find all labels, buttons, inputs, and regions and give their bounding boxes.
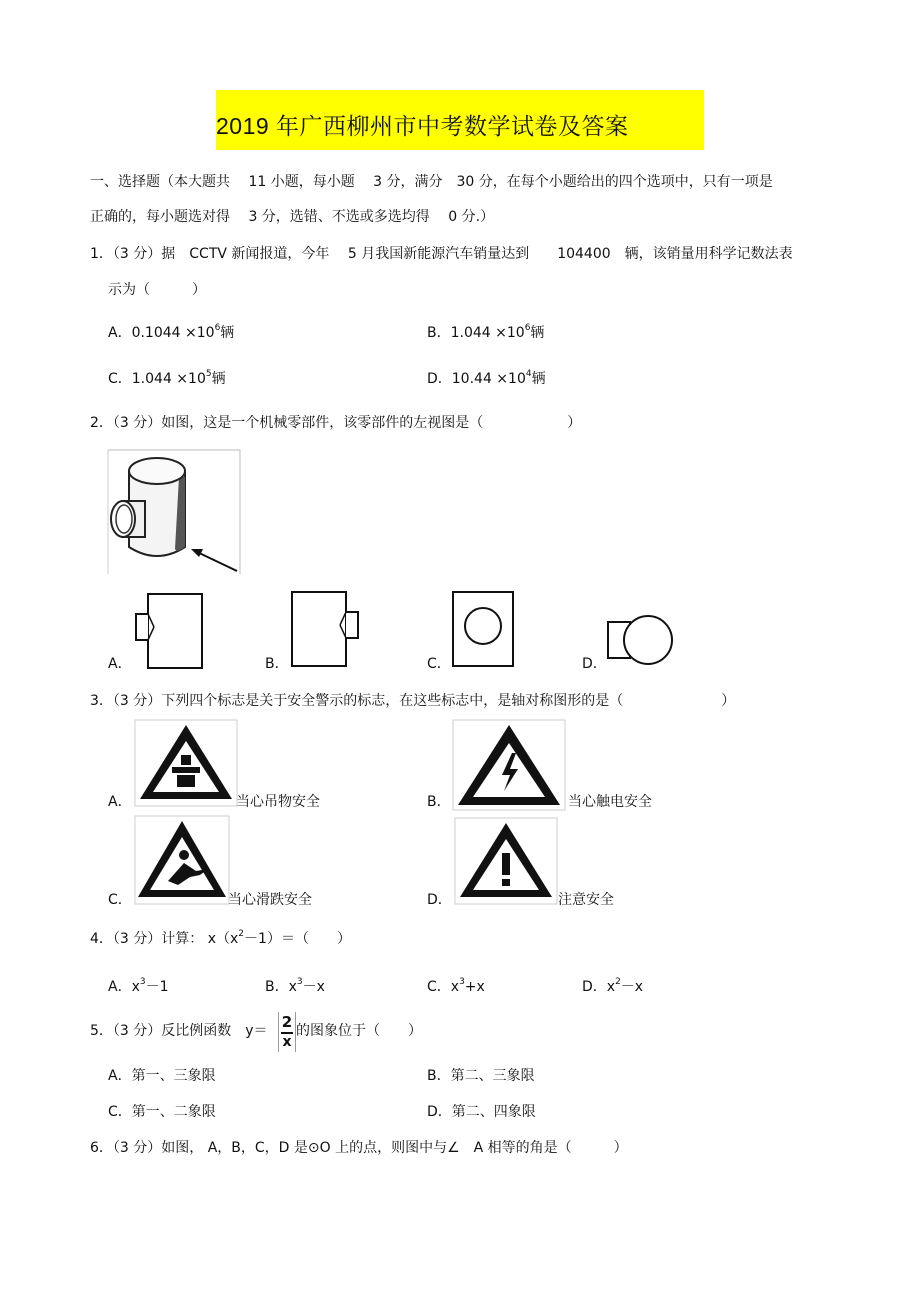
exclamation-bar-icon <box>502 853 510 875</box>
q5-fraction <box>278 1012 296 1052</box>
view-a-stub <box>136 614 148 640</box>
view-c-circle <box>465 608 501 644</box>
view-d-circle <box>624 616 672 664</box>
q1-stem-line2: 示为（ ） <box>108 282 206 298</box>
q3-option-d-caption: 注意安全 <box>558 892 614 908</box>
q5-fraction-numerator: 2 <box>281 1013 293 1031</box>
hanging-load-hook <box>181 755 191 765</box>
q6-stem: 6．（3 分）如图， A，B，C，D 是⊙O 上的点，则图中与∠ A 相等的角是（ ） <box>90 1140 628 1156</box>
hanging-load-beam <box>172 767 200 773</box>
q2-option-a-label: A． <box>108 656 132 672</box>
q3-option-c-caption: 当心滑跌安全 <box>228 892 312 908</box>
q2-option-b-label: B． <box>265 656 289 672</box>
q2-option-c-figure <box>451 590 517 670</box>
q4-option-b: B．$x^3-x$ <box>265 977 325 995</box>
sign-general-caution <box>454 817 558 905</box>
q1-stem-line1: 1．（3 分）据 CCTV 新闻报道，今年 5 月我国新能源汽车销量达到 104400 辆，该销量用科学记数法表 <box>90 246 793 262</box>
q5-option-c: C．第一、二象限 <box>108 1104 216 1120</box>
q1-option-a: A．$0.1044 \times 10^6$辆 <box>108 323 235 341</box>
view-a-rect <box>148 594 202 668</box>
sign-slippery <box>134 815 230 905</box>
q5-option-d: D．第二、四象限 <box>427 1104 536 1120</box>
hanging-load-block <box>177 775 195 787</box>
q3-option-c-letter: C． <box>108 892 132 908</box>
q5-fraction-denominator: x <box>282 1034 292 1050</box>
pipe-opening-inner <box>116 505 132 533</box>
page-title: 2019 年广西柳州市中考数学试卷及答案 <box>216 113 629 139</box>
q2-stem: 2．（3 分）如图，这是一个机械零部件，该零部件的左视图是（ ） <box>90 415 582 431</box>
q3-stem: 3．（3 分）下列四个标志是关于安全警示的标志，在这些标志中，是轴对称图形的是（ ） <box>90 693 736 709</box>
view-arrow-shaft <box>195 551 237 571</box>
view-b-rect <box>292 592 346 666</box>
q3-option-a-letter: A． <box>108 794 132 810</box>
q1-option-d: D．$10.44 \times 10^4$辆 <box>427 369 546 387</box>
q3-option-d-letter: D． <box>427 892 452 908</box>
q2-option-c-label: C． <box>427 656 451 672</box>
view-b-stub <box>346 612 358 638</box>
q4-option-c: C．$x^3+x$ <box>427 977 485 995</box>
q5-option-b: B．第二、三象限 <box>427 1068 535 1084</box>
q2-option-b-figure <box>290 590 362 670</box>
q2-option-d-figure <box>604 612 676 670</box>
section-intro-line2: 正确的，每小题选对得 3 分，选错、不选或多选均得 0 分.） <box>90 209 495 225</box>
sign-hanging-load <box>134 719 238 807</box>
q2-option-a-figure <box>132 592 204 670</box>
section-intro-line1: 一、选择题（本大题共 11 小题，每小题 3 分，满分 30 分，在每个小题给出的四个选项中，只有一项是 <box>90 174 773 190</box>
cylinder-top <box>129 458 185 484</box>
machine-part-figure <box>107 449 241 575</box>
slipping-person-head <box>179 850 189 860</box>
q3-option-b-letter: B． <box>427 794 451 810</box>
q4-option-a: A．$x^3-1$ <box>108 977 169 995</box>
q3-option-b-caption: 当心触电安全 <box>568 794 652 810</box>
sign-electric-shock <box>452 719 566 811</box>
q5-option-a: A．第一、三象限 <box>108 1068 216 1084</box>
q5-stem-suffix: 的图象位于（ ） <box>296 1023 422 1039</box>
q3-option-a-caption: 当心吊物安全 <box>236 794 320 810</box>
exclamation-dot-icon <box>502 879 510 886</box>
q4-option-d: D．$x^2-x$ <box>582 977 644 995</box>
q5-stem-prefix: 5．（3 分）反比例函数 y＝ <box>90 1023 268 1039</box>
q1-option-c: C．$1.044 \times 10^5$辆 <box>108 369 226 387</box>
q2-option-d-label: D． <box>582 656 607 672</box>
q1-option-b: B．$1.044 \times 10^6$辆 <box>427 323 545 341</box>
q4-stem: 4．（3 分）计算： $x(x^2-1)=$（ ） <box>90 929 351 947</box>
